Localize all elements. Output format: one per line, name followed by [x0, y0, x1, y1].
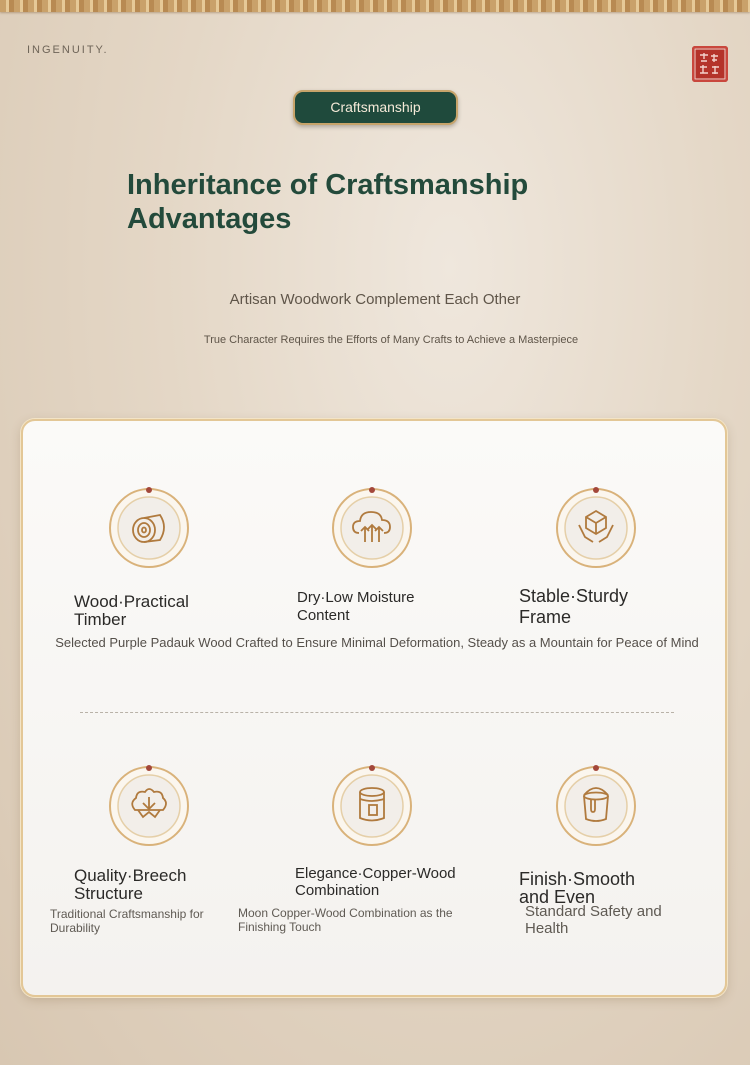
- feature-desc-line-1: Standard Safety and: [525, 903, 662, 920]
- brand-logo-text: INGENUITY.: [27, 44, 109, 56]
- page-title-line-2: Advantages: [127, 203, 292, 235]
- feature-title-elegance-copper-wood: [295, 865, 456, 899]
- feature-title-line-1: Dry·Low Moisture: [297, 589, 415, 606]
- feature-title-line-2: Content: [297, 607, 350, 624]
- page-tagline: True Character Requires the Efforts of Many Crafts to Achieve a Masterpiece: [203, 334, 579, 346]
- feature-desc-line-2: Health: [525, 920, 569, 937]
- decorative-top-border: [0, 0, 750, 12]
- feature-title-line-2: Timber: [74, 610, 127, 629]
- feature-title-line-2: Frame: [519, 607, 572, 627]
- feature-title-line-1: Finish·Smooth: [519, 869, 636, 889]
- jar-icon: [331, 765, 413, 847]
- feature-title-line-1: Quality·Breech: [74, 866, 187, 885]
- feature-title-line-2: and Even: [519, 887, 596, 907]
- section-divider: [80, 712, 674, 713]
- frame-hands-icon: [555, 487, 637, 569]
- log-icon: [108, 487, 190, 569]
- page-title-line-1: Inheritance of Craftsmanship: [127, 169, 529, 201]
- features-top-description: Selected Purple Padauk Wood Crafted to Ensure Minimal Deformation, Steady as a Mountain for Peace of Mind: [55, 635, 699, 650]
- feature-title-wood-practical: [74, 593, 189, 629]
- feature-desc-elegance-copper-wood: [238, 906, 453, 934]
- feature-title-stable-sturdy: [519, 586, 628, 628]
- feature-title-line-2: Structure: [74, 884, 143, 903]
- paint-bucket-icon: [555, 765, 637, 847]
- feature-title-line-2: Combination: [295, 882, 380, 899]
- feature-desc-quality-breech: [50, 907, 204, 935]
- cotton-icon: [108, 765, 190, 847]
- feature-title-line-1: Elegance·Copper-Wood: [295, 865, 456, 882]
- feature-desc-line-1: Moon Copper-Wood Combination as the: [238, 906, 453, 920]
- feature-title-finish-smooth: [519, 870, 635, 906]
- feature-desc-line-1: Traditional Craftsmanship for: [50, 907, 204, 921]
- feature-desc-line-2: Durability: [50, 921, 101, 935]
- feature-title-line-1: Stable·Sturdy: [519, 586, 629, 606]
- page-title: [127, 168, 607, 236]
- feature-title-quality-breech: [74, 867, 186, 903]
- feature-title-line-1: Wood·Practical: [74, 592, 189, 611]
- feature-desc-line-2: Finishing Touch: [238, 920, 322, 934]
- feature-desc-finish-smooth: [525, 903, 662, 937]
- craftsmanship-badge: Craftsmanship: [293, 90, 458, 125]
- feature-title-dry-low-moisture: [297, 589, 415, 625]
- seal-stamp-icon: [692, 46, 728, 82]
- page-subtitle: Artisan Woodwork Complement Each Other: [229, 291, 521, 308]
- cloud-arrows-icon: [331, 487, 413, 569]
